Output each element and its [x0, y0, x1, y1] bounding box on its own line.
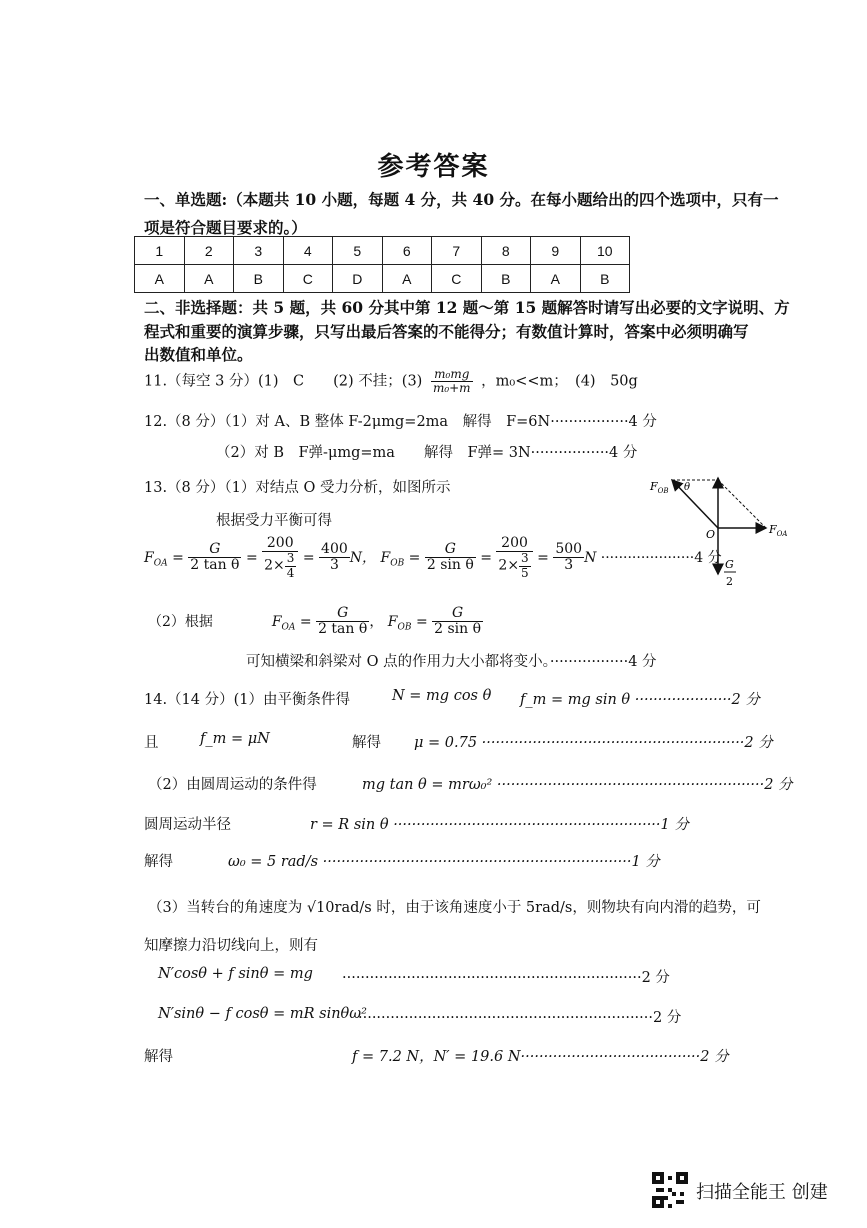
frac-numerator: 3: [521, 551, 529, 566]
q14-l8a: N′cosθ + f sinθ = mg: [158, 966, 313, 982]
fob-arrow: [672, 480, 718, 528]
q12-line1: 12.（8 分）（1）对 A、B 整体 F-2μmg=2ma 解得 F=6N·················4 分: [144, 414, 657, 430]
g-over-2sin: [432, 606, 483, 638]
q11-fraction: [431, 368, 473, 395]
denominator-prefix: 2×: [498, 558, 520, 575]
q11-prefix: 11.（每空 3 分）(1) C (2) 不挂；(3): [144, 373, 423, 390]
q14-l1c: f_m = mg sin θ ·····················2 分: [520, 692, 760, 708]
q11-suffix: ，m₀<<m； (4) 50g: [481, 373, 638, 390]
answer-table-answer-cell: C: [283, 265, 333, 293]
q14-l5b: ω₀ = 5 rad/s ···································································1 分: [228, 854, 660, 870]
q13-part2: [148, 606, 483, 638]
frac-denominator: 2 sin θ: [434, 621, 482, 638]
answer-table-answer-row: [135, 265, 630, 293]
answer-table-answer-cell: B: [481, 265, 531, 293]
answer-table-number-row: [135, 237, 630, 265]
answer-table-number-cell: 8: [481, 237, 531, 265]
q14-l9b: ································································2 分: [358, 1010, 682, 1026]
g-over-2sin: [425, 542, 476, 574]
q14-l5a: 解得: [144, 854, 173, 870]
answer-table-answer-cell: A: [135, 265, 185, 293]
g-label-num: G: [725, 558, 734, 571]
q13-part2-label: （2）根据: [148, 613, 213, 630]
frac-3-5: [519, 552, 531, 579]
equals-sign: =: [480, 549, 492, 566]
frac-400-over-3: [319, 542, 350, 574]
q14-l10b: f = 7.2 N，N′ = 19.6 N·······································2 分: [352, 1049, 729, 1065]
frac-numerator: G: [425, 542, 476, 558]
fob-subscript: OB: [390, 558, 405, 569]
q14-l2c: 解得: [352, 735, 381, 751]
equals-sign: =: [299, 613, 312, 630]
q14-l4a: 圆周运动半径: [144, 817, 231, 833]
q13-equation1: [144, 536, 722, 580]
fob-symbol: F: [387, 613, 398, 630]
equals-sign: =: [172, 549, 184, 566]
q14-l2d: μ = 0.75 ·························································2 分: [414, 735, 773, 751]
frac-numerator: 200: [262, 536, 298, 552]
section2-heading-line1: 二、非选择题：共 5 题，共 60 分其中第 12 题～第 15 题解答时请写出必要的文字说明、方: [144, 298, 790, 317]
q14-l2a: 且: [144, 735, 159, 751]
section1-heading-line2: 项是符合题目要求的。）: [144, 218, 307, 237]
q12-line2: （2）对 B F弹-μmg=ma 解得 F弹= 3N·················4 分: [216, 445, 638, 461]
answer-table-number-cell: 4: [283, 237, 333, 265]
q14-l9a: N′sinθ − f cosθ = mR sinθω²: [158, 1006, 367, 1022]
q13-score-1: ·····················4 分: [600, 549, 722, 566]
frac-numerator: 400: [321, 541, 348, 557]
frac-denominator: 3: [329, 557, 339, 574]
dashed-line-diagonal: [718, 480, 766, 528]
unit-n: N，: [349, 549, 377, 566]
answer-table-number-cell: 10: [580, 237, 630, 265]
q13-conclusion: 可知横梁和斜梁对 O 点的作用力大小都将变小。·················4 分: [246, 654, 657, 670]
theta-label: θ: [684, 482, 691, 493]
answer-table-answer-cell: A: [382, 265, 432, 293]
answer-table-answer-cell: B: [234, 265, 284, 293]
answer-table-number-cell: 6: [382, 237, 432, 265]
section1-heading-line1: 一、单选题:（本题共 10 小题，每题 4 分，共 40 分。在每小题给出的四个选项中，只有一: [144, 190, 779, 209]
answer-table-number-cell: 3: [234, 237, 284, 265]
fob-label: $F_{OB}$: [650, 480, 669, 495]
foa-symbol: F: [144, 549, 154, 566]
answer-table: [134, 236, 630, 293]
q14-l1b: N = mg cos θ: [392, 688, 492, 704]
scanner-brand-watermark: 扫描全能王 创建: [696, 1182, 828, 1203]
answer-table-number-cell: 5: [333, 237, 383, 265]
foa-subscript: OA: [153, 558, 168, 569]
frac-denominator: 2 sin θ: [426, 557, 474, 574]
frac-numerator: 3: [286, 551, 295, 566]
frac-200-over-2x34: [262, 536, 298, 580]
q11-frac-den: m₀+m: [432, 381, 471, 396]
answer-table-answer-cell: B: [580, 265, 630, 293]
q13-line2: 根据受力平衡可得: [216, 513, 332, 529]
page-title: 参考答案: [377, 152, 490, 182]
q11-line: [144, 368, 638, 395]
q14-l7: 知摩擦力沿切线向上，则有: [144, 938, 318, 954]
q14-l6: （3）当转台的角速度为 √10rad/s 时，由于该角速度小于 5rad/s，则物块有向内滑的趋势，可: [148, 900, 761, 916]
separator: ，: [369, 613, 384, 630]
force-diagram: [648, 470, 798, 595]
qr-code-icon: [652, 1172, 688, 1208]
equals-sign: =: [537, 549, 549, 566]
foa-symbol: F: [271, 613, 282, 630]
answer-table-number-cell: 9: [531, 237, 581, 265]
frac-denominator: [496, 552, 532, 579]
answer-table-answer-cell: A: [531, 265, 581, 293]
q14-l8b: ·································································2 分: [342, 970, 670, 986]
answer-table-number-cell: 1: [135, 237, 185, 265]
equals-sign: =: [302, 549, 315, 566]
frac-numerator: G: [316, 606, 369, 622]
fob-symbol: F: [380, 549, 391, 566]
frac-numerator: G: [188, 542, 241, 558]
q14-l1a: 14.（14 分）(1）由平衡条件得: [144, 692, 351, 708]
g-over-2tan: [188, 542, 241, 574]
q13-line1: 13.（8 分）（1）对结点 O 受力分析，如图所示: [144, 480, 451, 496]
frac-numerator: G: [432, 606, 483, 622]
q14-l3b: mg tan θ = mrω₀² ··························································2 分: [362, 777, 793, 793]
answer-table-answer-cell: A: [184, 265, 234, 293]
frac-denominator: 2 tan θ: [318, 621, 368, 638]
equals-sign: =: [408, 549, 421, 566]
frac-denominator: 2 tan θ: [190, 557, 240, 574]
frac-200-over-2x35: [496, 536, 532, 580]
frac-denominator: [262, 552, 298, 579]
equals-sign: =: [245, 549, 258, 566]
frac-numerator: 200: [496, 536, 532, 552]
o-label: O: [706, 528, 716, 541]
frac-3-4: [285, 552, 297, 579]
answer-table-answer-cell: D: [333, 265, 383, 293]
section2-heading-line3: 出数值和单位。: [144, 345, 253, 364]
frac-denominator: 5: [521, 565, 529, 580]
frac-500-over-3: [553, 542, 584, 574]
g-over-2tan: [316, 606, 369, 638]
q14-l4b: r = R sin θ ··························································1 分: [310, 817, 689, 833]
unit-n: N: [584, 549, 597, 566]
frac-numerator: 500: [555, 541, 583, 557]
q14-l2b: f_m = μN: [200, 731, 270, 747]
equals-sign: =: [415, 613, 428, 630]
fob-subscript: OB: [397, 622, 412, 633]
frac-denominator: 3: [564, 557, 574, 574]
denominator-prefix: 2×: [264, 558, 285, 575]
answer-table-number-cell: 2: [184, 237, 234, 265]
q11-frac-num: m₀mg: [431, 368, 473, 382]
q14-l3a: （2）由圆周运动的条件得: [148, 777, 317, 793]
answer-table-number-cell: 7: [432, 237, 482, 265]
q14-l10a: 解得: [144, 1049, 173, 1065]
foa-label: $F_{OA}$: [769, 523, 788, 538]
answer-table-answer-cell: C: [432, 265, 482, 293]
section2-heading-line2: 程式和重要的演算步骤，只写出最后答案的不能得分；有数值计算时，答案中必须明确写: [144, 322, 749, 341]
foa-subscript: OA: [281, 622, 296, 633]
g-label-den: 2: [726, 575, 733, 588]
frac-denominator: 4: [286, 565, 295, 580]
